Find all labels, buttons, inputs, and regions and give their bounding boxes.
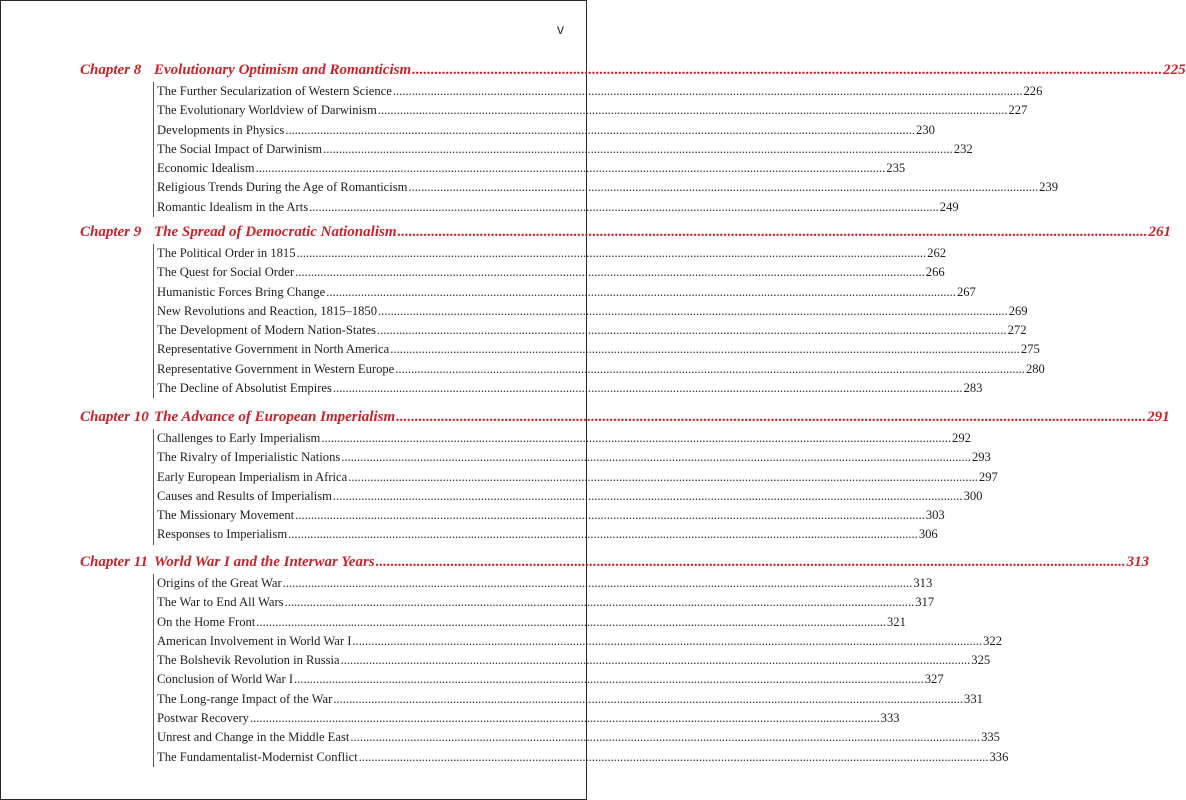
dot-leader: ........................................................................................................................................................................................................: [397, 224, 1148, 240]
section-page-number: 317: [915, 595, 935, 610]
section-entry[interactable]: [154, 360, 1045, 379]
section-entry[interactable]: [154, 379, 983, 398]
section-title: Responses to Imperialism: [157, 527, 288, 542]
dot-leader: ........................................................................................................................................................................................................: [352, 633, 983, 648]
chapter-title: World War I and the Interwar Years: [154, 554, 375, 570]
section-page-number: 331: [964, 691, 983, 706]
section-entry[interactable]: [154, 198, 959, 217]
chapter-heading[interactable]: [1, 221, 1171, 243]
chapter-title: The Spread of Democratic Nationalism: [154, 224, 397, 240]
dot-leader: ........................................................................................................................................................................................................: [326, 284, 956, 299]
section-title: The Evolutionary Worldview of Darwinism: [157, 103, 377, 118]
dot-leader: ........................................................................................................................................................................................................: [340, 653, 971, 668]
section-entry[interactable]: [154, 593, 935, 612]
section-entry[interactable]: [154, 651, 991, 670]
section-page-number: 313: [913, 576, 933, 590]
section-page-number: 297: [978, 469, 998, 484]
chapter-heading[interactable]: [1, 406, 1170, 428]
section-title: Romantic Idealism in the Arts: [157, 199, 309, 214]
dot-leader: ........................................................................................................................................................................................................: [295, 265, 925, 280]
section-title: New Revolutions and Reaction, 1815–1850: [157, 303, 378, 318]
chapter-sections: [153, 82, 1059, 217]
section-page-number: 275: [1020, 342, 1040, 357]
dot-leader: ........................................................................................................................................................................................................: [392, 84, 1023, 98]
chapter-page-number: 225: [1163, 62, 1186, 78]
chapter-title: The Advance of European Imperialism: [154, 409, 396, 425]
section-page-number: 300: [963, 488, 983, 503]
chapter-label: Chapter 8: [80, 62, 142, 78]
dot-leader: ........................................................................................................................................................................................................: [412, 62, 1163, 78]
chapter-label: Chapter 9: [80, 224, 142, 240]
section-title: The Bolshevik Revolution in Russia: [157, 653, 340, 668]
section-entry[interactable]: [154, 302, 1028, 321]
dot-leader: ........................................................................................................................................................................................................: [294, 672, 924, 687]
dot-leader: ........................................................................................................................................................................................................: [288, 527, 918, 542]
section-page-number: 292: [952, 431, 971, 445]
section-title: The Development of Modern Nation-States: [157, 323, 376, 338]
section-title: Economic Idealism: [157, 161, 255, 176]
section-entry[interactable]: [154, 283, 976, 302]
section-entry[interactable]: [154, 244, 947, 263]
section-page-number: 306: [918, 527, 938, 542]
section-title: Challenges to Early Imperialism: [157, 431, 321, 445]
section-entry[interactable]: [154, 525, 938, 544]
dot-leader: ........................................................................................................................................................................................................: [332, 381, 963, 396]
section-title: The Fundamentalist-Modernist Conflict: [157, 749, 358, 764]
dot-leader: ........................................................................................................................................................................................................: [295, 508, 925, 523]
section-entry[interactable]: [154, 728, 1000, 747]
section-page-number: 335: [981, 730, 1000, 745]
section-title: The War to End All Wars: [157, 595, 284, 610]
section-entry[interactable]: [154, 178, 1059, 197]
chapter-sections: [153, 574, 1009, 767]
section-page-number: 227: [1008, 103, 1028, 118]
dot-leader: ........................................................................................................................................................................................................: [333, 691, 964, 706]
section-page-number: 280: [1025, 361, 1045, 376]
section-entry[interactable]: [154, 448, 991, 467]
chapter-page-number: 313: [1126, 554, 1150, 570]
dot-leader: ........................................................................................................................................................................................................: [390, 342, 1020, 357]
section-page-number: 226: [1023, 84, 1043, 98]
dot-leader: ........................................................................................................................................................................................................: [376, 323, 1007, 338]
dot-leader: ........................................................................................................................................................................................................: [321, 431, 952, 445]
section-page-number: 327: [924, 672, 944, 687]
section-title: The Political Order in 1815: [157, 246, 296, 260]
dot-leader: ........................................................................................................................................................................................................: [350, 730, 981, 745]
section-title: Conclusion of World War I: [157, 672, 294, 687]
section-entry[interactable]: [154, 468, 998, 487]
page-number: v: [557, 21, 564, 37]
section-title: The Decline of Absolutist Empires: [157, 381, 332, 396]
section-title: Postwar Recovery: [157, 711, 249, 726]
section-title: The Social Impact of Darwinism: [157, 141, 323, 156]
chapter-title-line: [154, 221, 1171, 243]
section-entry[interactable]: [154, 121, 935, 140]
section-title: Developments in Physics: [157, 122, 285, 137]
section-page-number: 266: [925, 265, 945, 280]
section-entry[interactable]: [154, 506, 945, 525]
section-page-number: 272: [1007, 323, 1027, 338]
dot-leader: ........................................................................................................................................................................................................: [309, 199, 939, 214]
section-title: The Further Secularization of Western Science: [157, 84, 392, 98]
chapter-page-number: 291: [1147, 409, 1170, 425]
section-page-number: 239: [1039, 180, 1059, 195]
chapter-title-line: [154, 406, 1170, 428]
section-page-number: 269: [1008, 303, 1028, 318]
section-entry[interactable]: [154, 321, 1027, 340]
dot-leader: ........................................................................................................................................................................................................: [375, 554, 1126, 570]
section-page-number: 322: [983, 633, 1002, 648]
chapter-title-line: [154, 551, 1150, 573]
dot-leader: ........................................................................................................................................................................................................: [284, 595, 915, 610]
section-title: Early European Imperialism in Africa: [157, 469, 348, 484]
section-entry[interactable]: [154, 263, 945, 282]
dot-leader: ........................................................................................................................................................................................................: [256, 614, 886, 629]
section-title: Unrest and Change in the Middle East: [157, 730, 350, 745]
section-entry[interactable]: [154, 670, 944, 689]
dot-leader: ........................................................................................................................................................................................................: [282, 576, 913, 590]
section-entry[interactable]: [154, 690, 983, 709]
section-page-number: 283: [963, 381, 983, 396]
dot-leader: ........................................................................................................................................................................................................: [296, 246, 927, 260]
dot-leader: ........................................................................................................................................................................................................: [341, 450, 971, 465]
section-title: Religious Trends During the Age of Romanticism: [157, 180, 408, 195]
chapter-title-line: [154, 59, 1186, 81]
section-title: Humanistic Forces Bring Change: [157, 284, 326, 299]
section-entry[interactable]: [154, 82, 1043, 101]
section-page-number: 235: [886, 161, 906, 176]
section-title: The Long-range Impact of the War: [157, 691, 333, 706]
dot-leader: ........................................................................................................................................................................................................: [249, 711, 880, 726]
chapter-label: Chapter 11: [80, 554, 148, 570]
dot-leader: ........................................................................................................................................................................................................: [395, 361, 1025, 376]
section-page-number: 249: [939, 199, 959, 214]
section-title: American Involvement in World War I: [157, 633, 352, 648]
dot-leader: ........................................................................................................................................................................................................: [332, 488, 963, 503]
section-page-number: 232: [953, 141, 973, 156]
section-title: The Rivalry of Imperialistic Nations: [157, 450, 341, 465]
dot-leader: ........................................................................................................................................................................................................: [358, 749, 989, 764]
dot-leader: ........................................................................................................................................................................................................: [378, 303, 1008, 318]
section-entry[interactable]: [154, 487, 983, 506]
section-title: Causes and Results of Imperialism: [157, 488, 332, 503]
chapter-title: Evolutionary Optimism and Romanticism: [154, 62, 412, 78]
section-page-number: 293: [971, 450, 991, 465]
section-entry[interactable]: [154, 140, 973, 159]
section-page-number: 230: [916, 122, 935, 137]
chapter-heading[interactable]: [1, 551, 1150, 573]
section-title: On the Home Front: [157, 614, 256, 629]
chapter-sections: [153, 429, 998, 545]
chapter-page-number: 261: [1148, 224, 1171, 240]
section-entry[interactable]: [154, 613, 906, 632]
dot-leader: ........................................................................................................................................................................................................: [408, 180, 1039, 195]
section-entry[interactable]: [154, 632, 1002, 651]
chapter-label: Chapter 10: [80, 409, 149, 425]
section-entry[interactable]: [154, 574, 933, 593]
dot-leader: ........................................................................................................................................................................................................: [396, 409, 1147, 425]
section-page-number: 321: [886, 614, 906, 629]
dot-leader: ........................................................................................................................................................................................................: [377, 103, 1008, 118]
dot-leader: ........................................................................................................................................................................................................: [285, 122, 916, 137]
section-title: Representative Government in North America: [157, 342, 390, 357]
section-entry[interactable]: [154, 748, 1009, 767]
section-page-number: 262: [927, 246, 947, 260]
section-page-number: 333: [880, 711, 900, 726]
dot-leader: ........................................................................................................................................................................................................: [323, 141, 953, 156]
section-title: The Missionary Movement: [157, 508, 295, 523]
section-entry[interactable]: [154, 159, 906, 178]
section-entry[interactable]: [154, 340, 1040, 359]
section-title: Representative Government in Western Europe: [157, 361, 395, 376]
section-page-number: 267: [956, 284, 976, 299]
section-title: The Quest for Social Order: [157, 265, 295, 280]
section-page-number: 336: [989, 749, 1009, 764]
dot-leader: ........................................................................................................................................................................................................: [348, 469, 978, 484]
chapter-heading[interactable]: [1, 59, 1186, 81]
section-page-number: 303: [925, 508, 945, 523]
section-title: Origins of the Great War: [157, 576, 282, 590]
section-entry[interactable]: [154, 101, 1028, 120]
chapter-sections: [153, 244, 1045, 398]
dot-leader: ........................................................................................................................................................................................................: [255, 161, 886, 176]
section-entry[interactable]: [154, 709, 900, 728]
section-entry[interactable]: [154, 429, 971, 448]
section-page-number: 325: [971, 653, 991, 668]
